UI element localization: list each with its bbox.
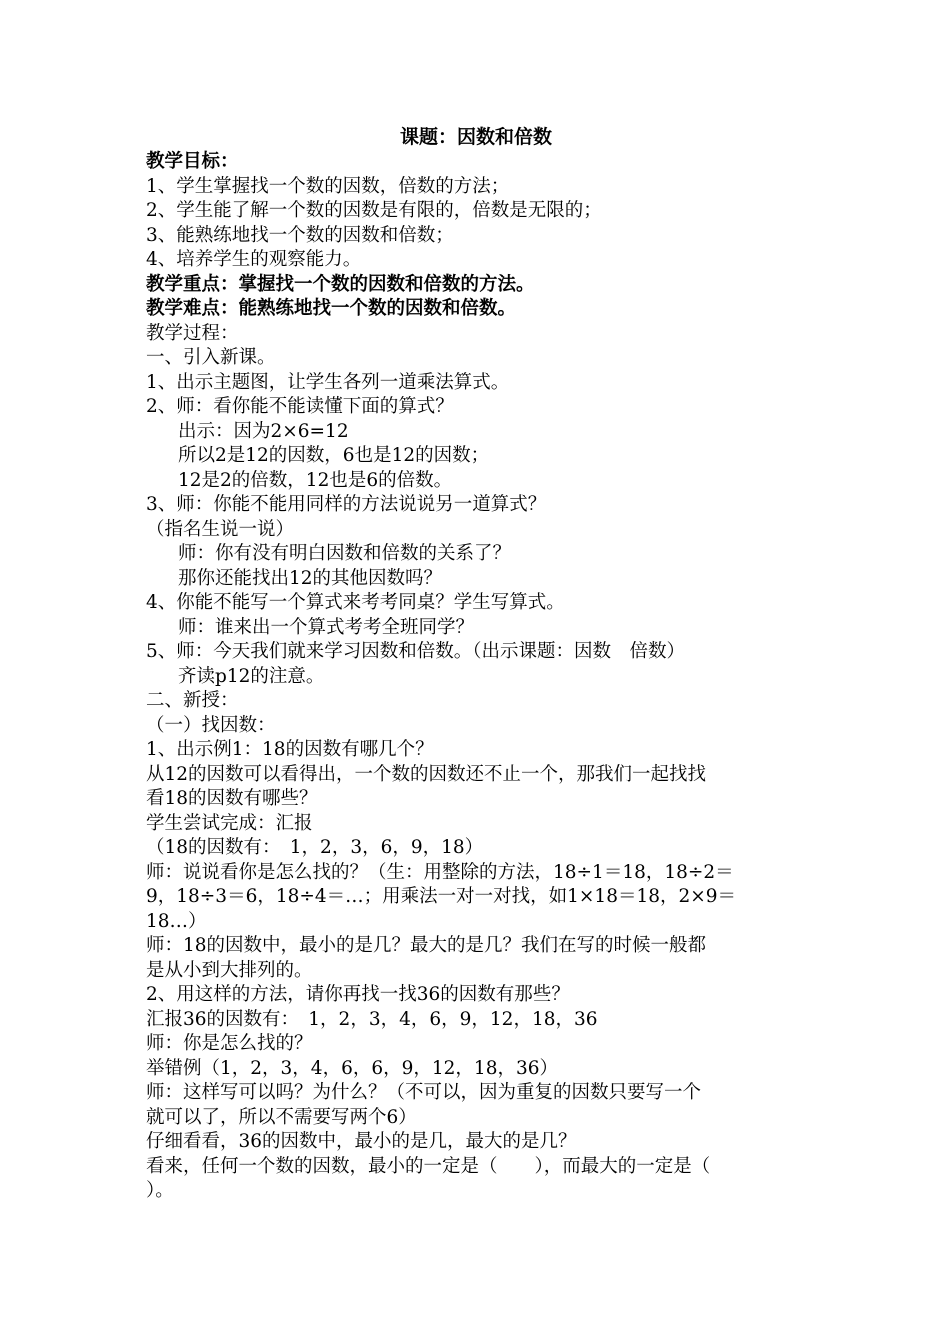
- text-line: 教学重点：掌握找一个数的因数和倍数的方法。: [146, 273, 535, 295]
- text-line: 3、师：你能不能用同样的方法说说另一道算式？: [146, 494, 547, 515]
- text-line: 教学难点：能熟练地找一个数的因数和倍数。: [146, 298, 517, 319]
- lesson-title: 课题：因数和倍数: [399, 126, 552, 148]
- text-line: 2、师：看你能不能读懂下面的算式？: [146, 396, 454, 417]
- text-line: 师：说说看你是怎么找的？（生：用整除的方法，18÷1＝18，18÷2＝: [146, 861, 734, 883]
- text-line: （一）找因数：: [146, 714, 276, 736]
- text-line: 看来，任何一个数的因数，最小的一定是（ ），而最大的一定是（: [146, 1155, 711, 1177]
- text-line: 1、出示主题图，让学生各列一道乘法算式。: [146, 371, 510, 393]
- text-line: 一、引入新课。: [146, 347, 276, 368]
- text-line: 看18的因数有哪些？: [146, 788, 318, 809]
- text-line: 从12的因数可以看得出，一个数的因数还不止一个，那我们一起找找: [146, 763, 707, 785]
- text-line: 师：18的因数中，最小的是几？最大的是几？我们在写的时候一般都: [146, 935, 707, 956]
- text-line: 12是2的倍数，12也是6的倍数。: [178, 469, 453, 491]
- text-line: 师：谁来出一个算式考考全班同学？: [178, 616, 475, 638]
- text-line: （18的因数有： 1，2，3，6，9，18）: [146, 837, 484, 858]
- text-line: 教学过程：: [146, 322, 239, 344]
- text-line: 1、出示例1：18的因数有哪几个？: [146, 739, 434, 760]
- text-line: 就可以了，所以不需要写两个6）: [146, 1106, 417, 1128]
- text-line: 学生尝试完成：汇报: [146, 812, 313, 834]
- text-line: 师：你有没有明白因数和倍数的关系了？: [178, 543, 512, 564]
- text-line: 2、用这样的方法，请你再找一找36的因数有那些？: [146, 984, 570, 1005]
- text-line: 汇报36的因数有： 1，2，3，4，6，9，12，18，36: [146, 1008, 598, 1030]
- text-line: （指名生说一说）: [146, 518, 295, 540]
- text-line: 师：你是怎么找的？: [146, 1033, 313, 1054]
- text-line: 师：这样写可以吗？为什么？（不可以，因为重复的因数只要写一个: [146, 1082, 702, 1103]
- text-line: 4、培养学生的观察能力。: [146, 249, 362, 270]
- text-line: 仔细看看，36的因数中，最小的是几，最大的是几？: [146, 1131, 577, 1152]
- text-line: 所以2是12的因数，6也是12的因数；: [178, 445, 490, 466]
- text-line: 举错例（1，2，3，4，6，6，9，12，18，36）: [146, 1057, 559, 1079]
- text-line: 那你还能找出12的其他因数吗？: [178, 567, 443, 589]
- text-line: 2、学生能了解一个数的因数是有限的，倍数是无限的；: [146, 200, 602, 221]
- text-line: 18…）: [146, 910, 207, 932]
- text-line: 是从小到大排列的。: [146, 959, 313, 981]
- text-line: ）。: [146, 1180, 174, 1201]
- text-line: 出示：因为2×6=12: [178, 420, 349, 442]
- text-line: 教学目标：: [146, 151, 239, 172]
- text-line: 5、师：今天我们就来学习因数和倍数。（出示课题：因数 倍数）: [146, 641, 686, 662]
- text-line: 齐读p12的注意。: [178, 665, 325, 687]
- text-line: 二、新授：: [146, 690, 239, 711]
- text-line: 9，18÷3＝6，18÷4＝…；用乘法一对一对找，如1×18＝18，2×9＝: [146, 886, 737, 907]
- text-line: 1、学生掌握找一个数的因数，倍数的方法；: [146, 175, 510, 197]
- text-line: 3、能熟练地找一个数的因数和倍数；: [146, 224, 454, 246]
- text-line: 4、你能不能写一个算式来考考同桌？学生写算式。: [146, 592, 565, 613]
- lesson-body: [146, 150, 812, 1204]
